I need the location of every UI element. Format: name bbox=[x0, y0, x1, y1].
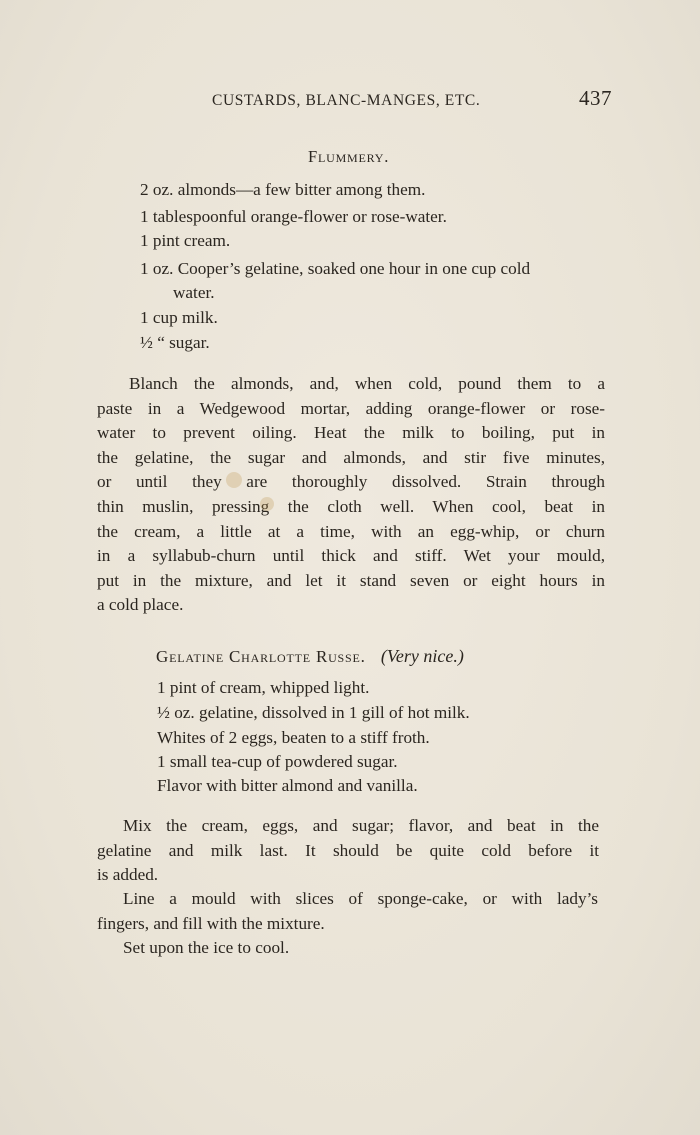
ingredient-line: water. bbox=[173, 283, 215, 302]
ingredient-line: 1 small tea-cup of powdered sugar. bbox=[157, 752, 398, 771]
text-line: Set upon the ice to cool. bbox=[123, 938, 290, 957]
charlotte-russe-paragraph-2 bbox=[97, 887, 598, 936]
ingredient-line: 1 pint of cream, whipped light. bbox=[157, 678, 370, 697]
text-line: a cold place. bbox=[97, 595, 184, 615]
recipe-note: (Very nice.) bbox=[380, 646, 464, 666]
text-line: put in the mixture, and let it stand seven or eight hours in bbox=[97, 570, 605, 590]
text-line: thin muslin, pressing the cloth well. When cool, beat in bbox=[97, 496, 605, 516]
ingredient-line: ½ “ sugar. bbox=[140, 333, 210, 352]
paper-stain bbox=[226, 472, 242, 488]
paper-stain bbox=[260, 497, 274, 511]
text-line: Line a mould with slices of sponge-cake, or with lady’s bbox=[123, 889, 598, 908]
recipe-title-text: Gelatine Charlotte Russe. bbox=[156, 647, 366, 666]
recipe-title-charlotte-russe bbox=[156, 646, 464, 667]
text-line: the cream, a little at a time, with an egg-whip, or churn bbox=[97, 521, 605, 541]
text-line: water to prevent oiling. Heat the milk to boiling, put in bbox=[97, 423, 605, 443]
ingredient-line: 1 pint cream. bbox=[140, 231, 231, 250]
ingredient-line: 1 cup milk. bbox=[140, 308, 218, 327]
recipe-title-flummery: Flummery. bbox=[308, 147, 390, 166]
text-line: is added. bbox=[97, 865, 159, 885]
text-line: Mix the cream, eggs, and sugar; flavor, and beat in the bbox=[123, 816, 599, 835]
text-line: paste in a Wedgewood mortar, adding orange-flower or rose- bbox=[97, 398, 605, 418]
page-number: 437 bbox=[579, 86, 612, 110]
charlotte-russe-paragraph-1 bbox=[97, 814, 599, 888]
text-line: gelatine and milk last. It should be quite cold before it bbox=[97, 840, 599, 860]
ingredient-line: Whites of 2 eggs, beaten to a stiff froth. bbox=[157, 728, 430, 747]
ingredient-line: 1 oz. Cooper’s gelatine, soaked one hour in one cup cold bbox=[140, 259, 531, 278]
ingredient-line: 2 oz. almonds—a few bitter among them. bbox=[140, 180, 426, 199]
running-head-title: CUSTARDS, BLANC-MANGES, ETC. bbox=[212, 92, 481, 109]
ingredient-line: ½ oz. gelatine, dissolved in 1 gill of hot milk. bbox=[157, 703, 470, 722]
ingredient-line: Flavor with bitter almond and vanilla. bbox=[157, 776, 418, 795]
text-line: or until they are thoroughly dissolved. Strain through bbox=[97, 472, 605, 492]
text-line: the gelatine, the sugar and almonds, and stir five minutes, bbox=[97, 447, 605, 467]
text-line: Blanch the almonds, and, when cold, pound them to a bbox=[129, 374, 605, 393]
text-line: fingers, and fill with the mixture. bbox=[97, 913, 325, 933]
text-line: in a syllabub-churn until thick and stiff. Wet your mould, bbox=[97, 546, 605, 566]
charlotte-russe-paragraph-3 bbox=[123, 936, 523, 961]
flummery-directions bbox=[97, 372, 605, 618]
ingredient-line: 1 tablespoonful orange-flower or rose-water. bbox=[140, 207, 447, 226]
